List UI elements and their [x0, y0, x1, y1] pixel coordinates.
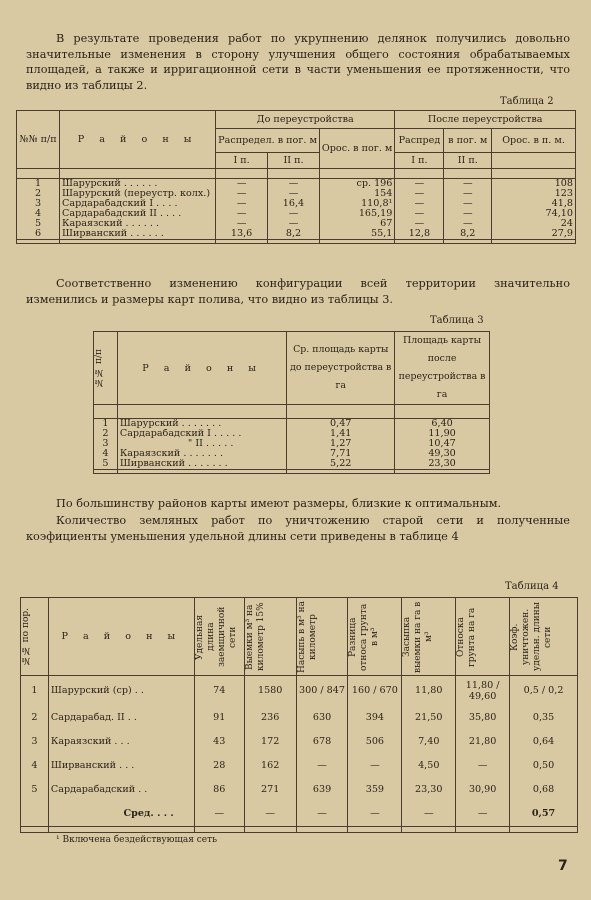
cell-value: 639	[296, 778, 348, 802]
cell-value: —	[268, 179, 320, 190]
cell-name: Сред. . . .	[48, 802, 194, 827]
cell-value: 1,27	[287, 439, 395, 449]
cell-value: 67	[319, 219, 394, 229]
table-2-header-i2: I п.	[395, 153, 444, 169]
cell-value: 165,19	[319, 209, 394, 219]
table-row	[21, 730, 578, 754]
cell-value: 506	[348, 730, 402, 754]
table-3-header-after: Площадь карты после переустройства в га	[395, 332, 490, 405]
cell-value: 678	[296, 730, 348, 754]
cell-num: 4	[21, 754, 49, 778]
cell-value: 16,4	[268, 199, 320, 209]
cell-value: 10,47	[395, 439, 490, 449]
table-4-header-c7: Коэф. уничтожен. удельн. длины сети	[510, 602, 554, 671]
table-3-caption: Таблица 3	[430, 315, 484, 326]
cell-value: 172	[244, 730, 296, 754]
table-row	[94, 419, 490, 430]
cell-num: 5	[94, 459, 118, 470]
cell-value: —	[402, 802, 456, 827]
cell-value: 13,6	[216, 229, 268, 240]
cell-value: 123	[492, 189, 576, 199]
cell-value: 30,90	[456, 778, 510, 802]
table-4-header-c2: Выемки м³ на километр 15%	[244, 602, 266, 671]
cell-value: 43	[194, 730, 244, 754]
table-2	[16, 110, 576, 244]
table-4-caption: Таблица 4	[505, 581, 559, 592]
cell-name: Ширванский . . . . . . .	[117, 459, 287, 470]
cell-value: 7,40	[402, 730, 456, 754]
table-3-header-num: №№ п/п	[94, 349, 104, 387]
cell-value: 11,80 / 49,60	[456, 676, 510, 706]
table-4-header-c1: Удельная длина заемщичной сети	[194, 606, 238, 667]
table-row	[17, 229, 576, 240]
cell-value: —	[444, 179, 492, 190]
table-4-header-c5: Засыпка выемки на га в м³	[402, 600, 435, 673]
cell-num: 2	[17, 189, 60, 199]
cell-value: 11,80	[402, 676, 456, 706]
cell-num	[21, 802, 49, 827]
cell-num: 3	[17, 199, 60, 209]
table-3-header-before: Ср. площадь карты до переустройства в га	[287, 332, 395, 405]
cell-value: —	[395, 219, 444, 229]
cell-value: —	[296, 802, 348, 827]
cell-value: 55,1	[319, 229, 394, 240]
cell-value: 28	[194, 754, 244, 778]
cell-value: —	[395, 189, 444, 199]
cell-value: 49,30	[395, 449, 490, 459]
table-row-average	[21, 802, 578, 827]
cell-value: 12,8	[395, 229, 444, 240]
table-4	[20, 597, 578, 833]
cell-value: 91	[194, 706, 244, 730]
cell-value: 236	[244, 706, 296, 730]
cell-value: —	[268, 219, 320, 229]
cell-value: 5,22	[287, 459, 395, 470]
cell-value: 630	[296, 706, 348, 730]
table-row	[17, 179, 576, 190]
cell-value: —	[268, 189, 320, 199]
cell-value: 27,9	[492, 229, 576, 240]
cell-value: 41,8	[492, 199, 576, 209]
cell-num: 2	[21, 706, 49, 730]
paragraph-3-text: По большинству районов карты имеют размеры, близкие к оптимальным.	[56, 497, 502, 510]
table-2-header-rayony: Р а й о н ы	[60, 111, 216, 169]
cell-value: 0,68	[510, 778, 578, 802]
cell-value: 74,10	[492, 209, 576, 219]
table-2-caption: Таблица 2	[500, 96, 554, 107]
cell-value: 23,30	[402, 778, 456, 802]
cell-value: 0,35	[510, 706, 578, 730]
table-row	[17, 209, 576, 219]
paragraph-2	[26, 276, 570, 307]
cell-name: Сардарабад. II . .	[48, 706, 194, 730]
table-row	[21, 706, 578, 730]
cell-num: 4	[17, 209, 60, 219]
table-2-header-ii2: II п.	[444, 153, 492, 169]
cell-value: 160 / 670	[348, 676, 402, 706]
cell-num: 1	[21, 676, 49, 706]
cell-value: 0,5 / 0,2	[510, 676, 578, 706]
cell-num: 1	[17, 179, 60, 190]
paragraph-4-text: Количество земляных работ по уничтожению старой сети и полученные коэфициенты уменьшения удельной длины сети приведены в таблице 4	[26, 514, 570, 543]
table-2-header-blank	[492, 153, 576, 169]
cell-value: —	[456, 802, 510, 827]
table-4-header-num: №№ по пор.	[21, 607, 31, 666]
cell-value: —	[216, 189, 268, 199]
cell-value: 154	[319, 189, 394, 199]
cell-name: Караязский . . . . . .	[60, 219, 216, 229]
table-row	[21, 778, 578, 802]
table-3-header-rayony: Р а й о н ы	[117, 332, 287, 405]
cell-value: ср. 196	[319, 179, 394, 190]
page-number: 7	[558, 858, 568, 874]
cell-value: 6,40	[395, 419, 490, 430]
paragraph-2-text: Соответственно изменению конфигурации всей территории значительно изменились и размеры карт полива, что видно из таблицы 3.	[26, 277, 570, 306]
cell-value: 8,2	[444, 229, 492, 240]
cell-num: 6	[17, 229, 60, 240]
cell-value: 300 / 847	[296, 676, 348, 706]
cell-num: 4	[94, 449, 118, 459]
table-row	[94, 449, 490, 459]
cell-name: Сардарабадский . .	[48, 778, 194, 802]
table-row	[17, 199, 576, 209]
table-row	[94, 439, 490, 449]
cell-num: 5	[17, 219, 60, 229]
footnote: ¹ Включена бездействующая сеть	[56, 835, 218, 845]
cell-value: 271	[244, 778, 296, 802]
table-row	[94, 429, 490, 439]
cell-value: 86	[194, 778, 244, 802]
paragraph-3	[26, 496, 570, 512]
paragraph-4	[26, 513, 570, 544]
table-4-header-c3: Насыпь в м³ на километр	[296, 600, 318, 673]
table-row	[94, 459, 490, 470]
table-4-header-c6: Относка грунта на га	[456, 606, 478, 667]
paragraph-1-text: В результате проведения работ по укрупнению делянок получились довольно значительные изменения в сторону улучшения общего состояния обрабатываемых площадей, а также и ирригационной сети в части уменьшения ее протяженности, что видно из таблицы 2.	[26, 32, 570, 92]
cell-num: 3	[21, 730, 49, 754]
cell-num: 5	[21, 778, 49, 802]
cell-value: —	[444, 219, 492, 229]
cell-value: 1580	[244, 676, 296, 706]
cell-name: Караязский . . . . . . .	[117, 449, 287, 459]
cell-name: Сардарабадский II . . . .	[60, 209, 216, 219]
cell-value: 394	[348, 706, 402, 730]
cell-value: —	[395, 199, 444, 209]
cell-value: 35,80	[456, 706, 510, 730]
cell-value: 7,71	[287, 449, 395, 459]
cell-name: Сардарабадский I . . . .	[60, 199, 216, 209]
table-4-header-c4: Разница относа грунта в м³	[348, 602, 381, 671]
cell-value: 0,50	[510, 754, 578, 778]
cell-name: Шарурский . . . . . . .	[117, 419, 287, 430]
cell-name: Шарурский (переустр. колх.)	[60, 189, 216, 199]
cell-name: Ширванский . . .	[48, 754, 194, 778]
table-row	[21, 754, 578, 778]
cell-value: —	[194, 802, 244, 827]
table-2-header-num: №№ п/п	[17, 111, 60, 169]
table-row	[21, 676, 578, 706]
cell-value: 74	[194, 676, 244, 706]
table-2-header-raspred: Распредел. в пог. м	[216, 129, 320, 153]
table-2-header-after: После переустройства	[395, 111, 576, 129]
cell-value: —	[216, 219, 268, 229]
table-2-header-vpog: в пог. м	[444, 129, 492, 153]
cell-value: —	[216, 199, 268, 209]
cell-value: —	[456, 754, 510, 778]
paragraph-1	[26, 31, 570, 93]
cell-value: 23,30	[395, 459, 490, 470]
cell-value: 162	[244, 754, 296, 778]
cell-value: —	[348, 802, 402, 827]
cell-value: —	[244, 802, 296, 827]
cell-value: 11,90	[395, 429, 490, 439]
cell-value: 108	[492, 179, 576, 190]
cell-value: —	[348, 754, 402, 778]
cell-value: —	[395, 209, 444, 219]
cell-name: Караязский . . .	[48, 730, 194, 754]
cell-value: 359	[348, 778, 402, 802]
cell-value: 1,41	[287, 429, 395, 439]
table-2-header-raspred2: Распред	[395, 129, 444, 153]
table-row	[17, 219, 576, 229]
cell-value: —	[395, 179, 444, 190]
table-2-header-oros: Орос. в пог. м	[319, 129, 394, 169]
cell-num: 2	[94, 429, 118, 439]
table-2-header-oros2: Орос. в п. м.	[492, 129, 576, 153]
table-2-header-i: I п.	[216, 153, 268, 169]
cell-value: —	[444, 209, 492, 219]
cell-value: 0,64	[510, 730, 578, 754]
cell-value: 4,50	[402, 754, 456, 778]
cell-value: —	[296, 754, 348, 778]
cell-value: 24	[492, 219, 576, 229]
table-2-header-before: До переустройства	[216, 111, 395, 129]
cell-value: 0,57	[510, 802, 578, 827]
cell-name: Сардарабадский I . . . . .	[117, 429, 287, 439]
table-2-header-ii: II п.	[268, 153, 320, 169]
cell-name: Шарурский . . . . . .	[60, 179, 216, 190]
cell-num: 1	[94, 419, 118, 430]
cell-value: 21,50	[402, 706, 456, 730]
cell-num: 3	[94, 439, 118, 449]
cell-value: 8,2	[268, 229, 320, 240]
cell-value: 21,80	[456, 730, 510, 754]
cell-value: —	[268, 209, 320, 219]
cell-value: —	[216, 179, 268, 190]
table-row	[17, 189, 576, 199]
cell-name: Шарурский (ср) . .	[48, 676, 194, 706]
table-3	[93, 331, 490, 474]
cell-name: Ширванский . . . . . .	[60, 229, 216, 240]
cell-name: " II . . . . .	[117, 439, 287, 449]
table-4-header-rayony: Р а й о н ы	[48, 598, 194, 676]
cell-value: 110,8¹	[319, 199, 394, 209]
cell-value: —	[444, 199, 492, 209]
cell-value: —	[444, 189, 492, 199]
cell-value: 0,47	[287, 419, 395, 430]
cell-value: —	[216, 209, 268, 219]
